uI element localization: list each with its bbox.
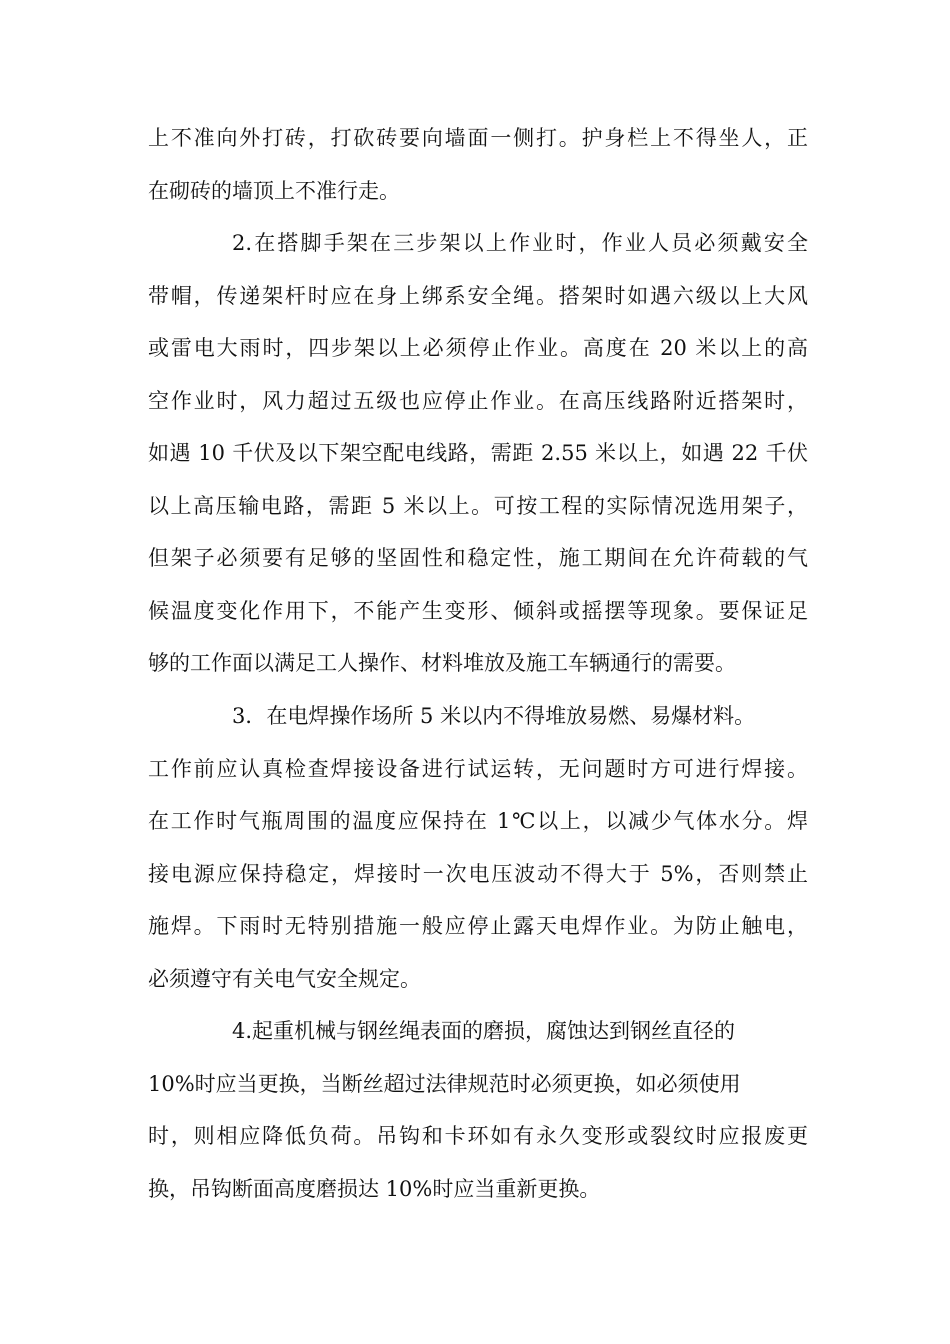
text-line: 够的工作面以满足工人操作、材料堆放及施工车辆通行的需要。: [148, 651, 736, 676]
text-line: 但架子必须要有足够的坚固性和稳定性，施工期间在允许荷载的气: [148, 546, 808, 571]
text-line: 10%时应当更换，当断丝超过法律规范时必须更换，如必须使用: [148, 1071, 741, 1096]
text-line: 4.起重机械与钢丝绳表面的磨损，腐蚀达到钢丝直径的: [232, 1019, 736, 1044]
text-line: 换，吊钩断面高度磨损达 10%时应当重新更换。: [148, 1176, 601, 1201]
text-line: 2.在搭脚手架在三步架以上作业时，作业人员必须戴安全: [232, 231, 808, 256]
text-line: 3．在电焊操作场所 5 米以内不得堆放易燃、易爆材料。: [232, 704, 756, 729]
paragraph-continuation: [148, 112, 808, 217]
text-line: 在砌砖的墙顶上不准行走。: [148, 178, 400, 203]
text-line: 上不准向外打砖，打砍砖要向墙面一侧打。护身栏上不得坐人，正: [148, 126, 808, 150]
text-line: 如遇 10 千伏及以下架空配电线路，需距 2.55 米以上，如遇 22 千伏: [148, 441, 808, 466]
text-line: 或雷电大雨时，四步架以上必须停止作业。高度在 20 米以上的高: [148, 336, 808, 361]
text-line: 施焊。下雨时无特别措施一般应停止露天电焊作业。为防止触电，: [148, 914, 808, 939]
document-body: [148, 112, 808, 1215]
text-line: 候温度变化作用下，不能产生变形、倾斜或摇摆等现象。要保证足: [148, 598, 808, 623]
paragraph-item-2: [148, 217, 808, 690]
text-line: 空作业时，风力超过五级也应停止作业。在高压线路附近搭架时，: [148, 388, 808, 413]
text-line: 在工作时气瓶周围的温度应保持在 1℃以上，以减少气体水分。焊: [148, 809, 808, 834]
text-line: 时，则相应降低负荷。吊钩和卡环如有永久变形或裂纹时应报废更: [148, 1124, 808, 1149]
text-line: 接电源应保持稳定，焊接时一次电压波动不得大于 5%，否则禁止: [148, 861, 808, 886]
text-line: 以上高压输电路，需距 5 米以上。可按工程的实际情况选用架子，: [148, 493, 808, 518]
text-line: 带帽，传递架杆时应在身上绑系安全绳。搭架时如遇六级以上大风: [148, 283, 808, 308]
text-line: 必须遵守有关电气安全规定。: [148, 966, 421, 991]
text-line: 工作前应认真检查焊接设备进行试运转，无问题时方可进行焊接。: [148, 756, 808, 781]
paragraph-item-4: [148, 1005, 808, 1215]
paragraph-item-3: [148, 690, 808, 1005]
